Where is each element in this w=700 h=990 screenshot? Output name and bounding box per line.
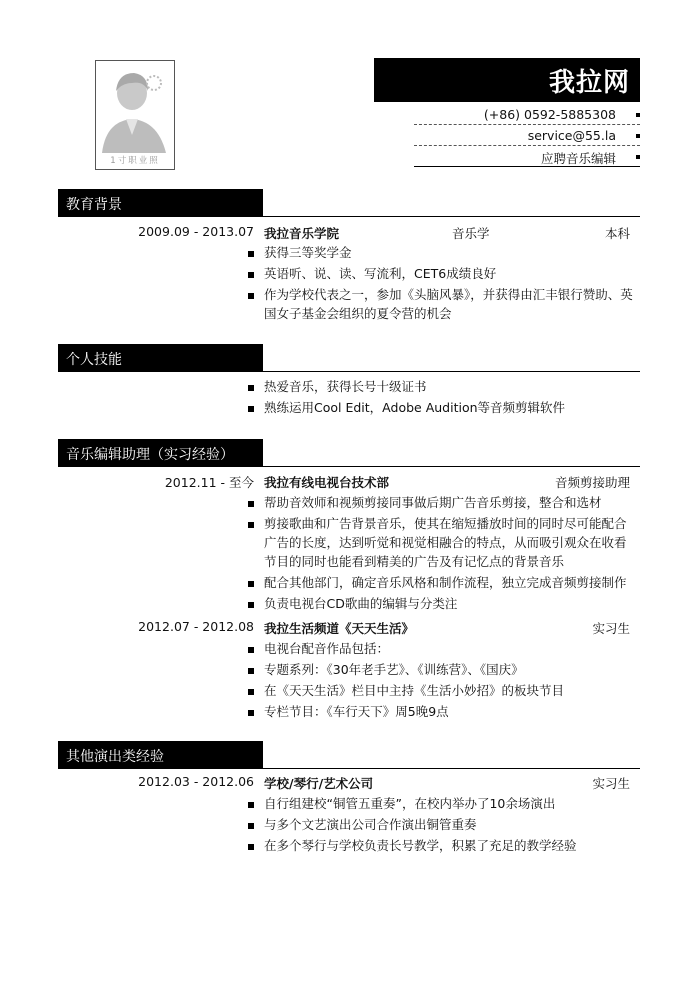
education-major: 音乐学 xyxy=(452,226,490,241)
candidate-name: 我拉网 xyxy=(548,68,630,98)
list-item: 作为学校代表之一，参加《头脑风暴》，并获得由汇丰银行赞助、英国女子基金会组织的夏令营的机会 xyxy=(264,287,633,321)
list-bullet-icon xyxy=(248,602,254,608)
photo-caption: 1寸职业照 xyxy=(110,156,160,166)
education-date: 2009.09 - 2013.07 xyxy=(138,224,254,239)
list-bullet-icon xyxy=(248,501,254,507)
list-bullet-icon xyxy=(248,522,254,528)
section-rule xyxy=(58,216,640,217)
section-rule xyxy=(58,371,640,372)
education-degree: 本科 xyxy=(604,226,630,241)
contact-objective xyxy=(414,146,640,168)
list-bullet-icon xyxy=(248,689,254,695)
job-org: 我拉有线电视台技术部 xyxy=(264,475,390,490)
section-rule xyxy=(58,768,640,769)
performance-org: 学校/琴行/艺术公司 xyxy=(264,776,374,791)
list-bullet-icon xyxy=(248,406,254,412)
email-text: service@55.la xyxy=(527,128,616,143)
section-header-education xyxy=(58,189,263,216)
list-bullet-icon xyxy=(248,844,254,850)
list-item: 获得三等奖学金 xyxy=(264,245,352,260)
job-role: 实习生 xyxy=(592,621,630,636)
list-item: 自行组建校“铜管五重奏”，在校内举办了10余场演出 xyxy=(264,796,556,811)
list-item: 英语听、说、读、写流利，CET6成绩良好 xyxy=(264,266,497,281)
list-item: 在多个琴行与学校负责长号教学，积累了充足的教学经验 xyxy=(264,838,577,853)
section-title: 音乐编辑助理（实习经验） xyxy=(66,447,234,463)
list-item: 剪接歌曲和广告背景音乐，使其在缩短播放时间的同时尽可能配合广告的长度，达到听觉和视觉相融合的特点，从而吸引观众在收看节目的同时也能看到精美的广告及有记忆点的背景音乐 xyxy=(264,516,627,569)
square-bullet-icon xyxy=(636,134,640,138)
section-header-performance xyxy=(58,741,263,768)
list-item: 热爱音乐，获得长号十级证书 xyxy=(264,379,427,394)
job-date: 2012.11 - 至今 xyxy=(164,475,254,490)
list-item: 负责电视台CD歌曲的编辑与分类注 xyxy=(264,596,458,611)
list-bullet-icon xyxy=(248,385,254,391)
profile-photo xyxy=(95,60,175,170)
square-bullet-icon xyxy=(636,155,640,159)
name-banner xyxy=(374,58,640,102)
contact-phone xyxy=(414,104,640,126)
section-title: 其他演出类经验 xyxy=(66,749,164,765)
section-rule xyxy=(58,466,640,467)
list-item: 与多个文艺演出公司合作演出铜管重奏 xyxy=(264,817,477,832)
avatar-silhouette-icon xyxy=(96,61,174,169)
section-title: 教育背景 xyxy=(66,197,122,213)
list-bullet-icon xyxy=(248,293,254,299)
list-bullet-icon xyxy=(248,823,254,829)
education-school: 我拉音乐学院 xyxy=(264,226,340,241)
contact-email xyxy=(414,125,640,147)
list-bullet-icon xyxy=(248,647,254,653)
list-bullet-icon xyxy=(248,668,254,674)
phone-text: (+86) 0592-5885308 xyxy=(483,107,616,122)
list-item: 电视台配音作品包括： xyxy=(264,641,390,656)
list-item: 帮助音效师和视频剪接同事做后期广告音乐剪接，整合和选材 xyxy=(264,495,602,510)
square-bullet-icon xyxy=(636,113,640,117)
job-date: 2012.07 - 2012.08 xyxy=(138,619,254,634)
section-header-work xyxy=(58,439,263,466)
list-item: 专栏节目：《车行天下》周5晚9点 xyxy=(264,704,449,719)
header-underline xyxy=(414,166,640,167)
list-bullet-icon xyxy=(248,710,254,716)
list-bullet-icon xyxy=(248,272,254,278)
list-bullet-icon xyxy=(248,802,254,808)
performance-date: 2012.03 - 2012.06 xyxy=(138,774,254,789)
section-header-skills xyxy=(58,344,263,371)
job-role: 音频剪接助理 xyxy=(554,475,630,490)
objective-text: 应聘音乐编辑 xyxy=(540,151,616,166)
list-bullet-icon xyxy=(248,581,254,587)
list-item: 专题系列：《30年老手艺》、《训练营》、《国庆》 xyxy=(264,662,524,677)
list-item: 配合其他部门，确定音乐风格和制作流程，独立完成音频剪接制作 xyxy=(264,575,627,590)
list-item: 在《天天生活》栏目中主持《生活小妙招》的板块节目 xyxy=(264,683,565,698)
list-item: 熟练运用Cool Edit，Adobe Audition等音频剪辑软件 xyxy=(264,400,566,415)
section-title: 个人技能 xyxy=(66,352,122,368)
performance-role: 实习生 xyxy=(592,776,630,791)
list-bullet-icon xyxy=(248,251,254,257)
job-org: 我拉生活频道《天天生活》 xyxy=(264,621,415,636)
